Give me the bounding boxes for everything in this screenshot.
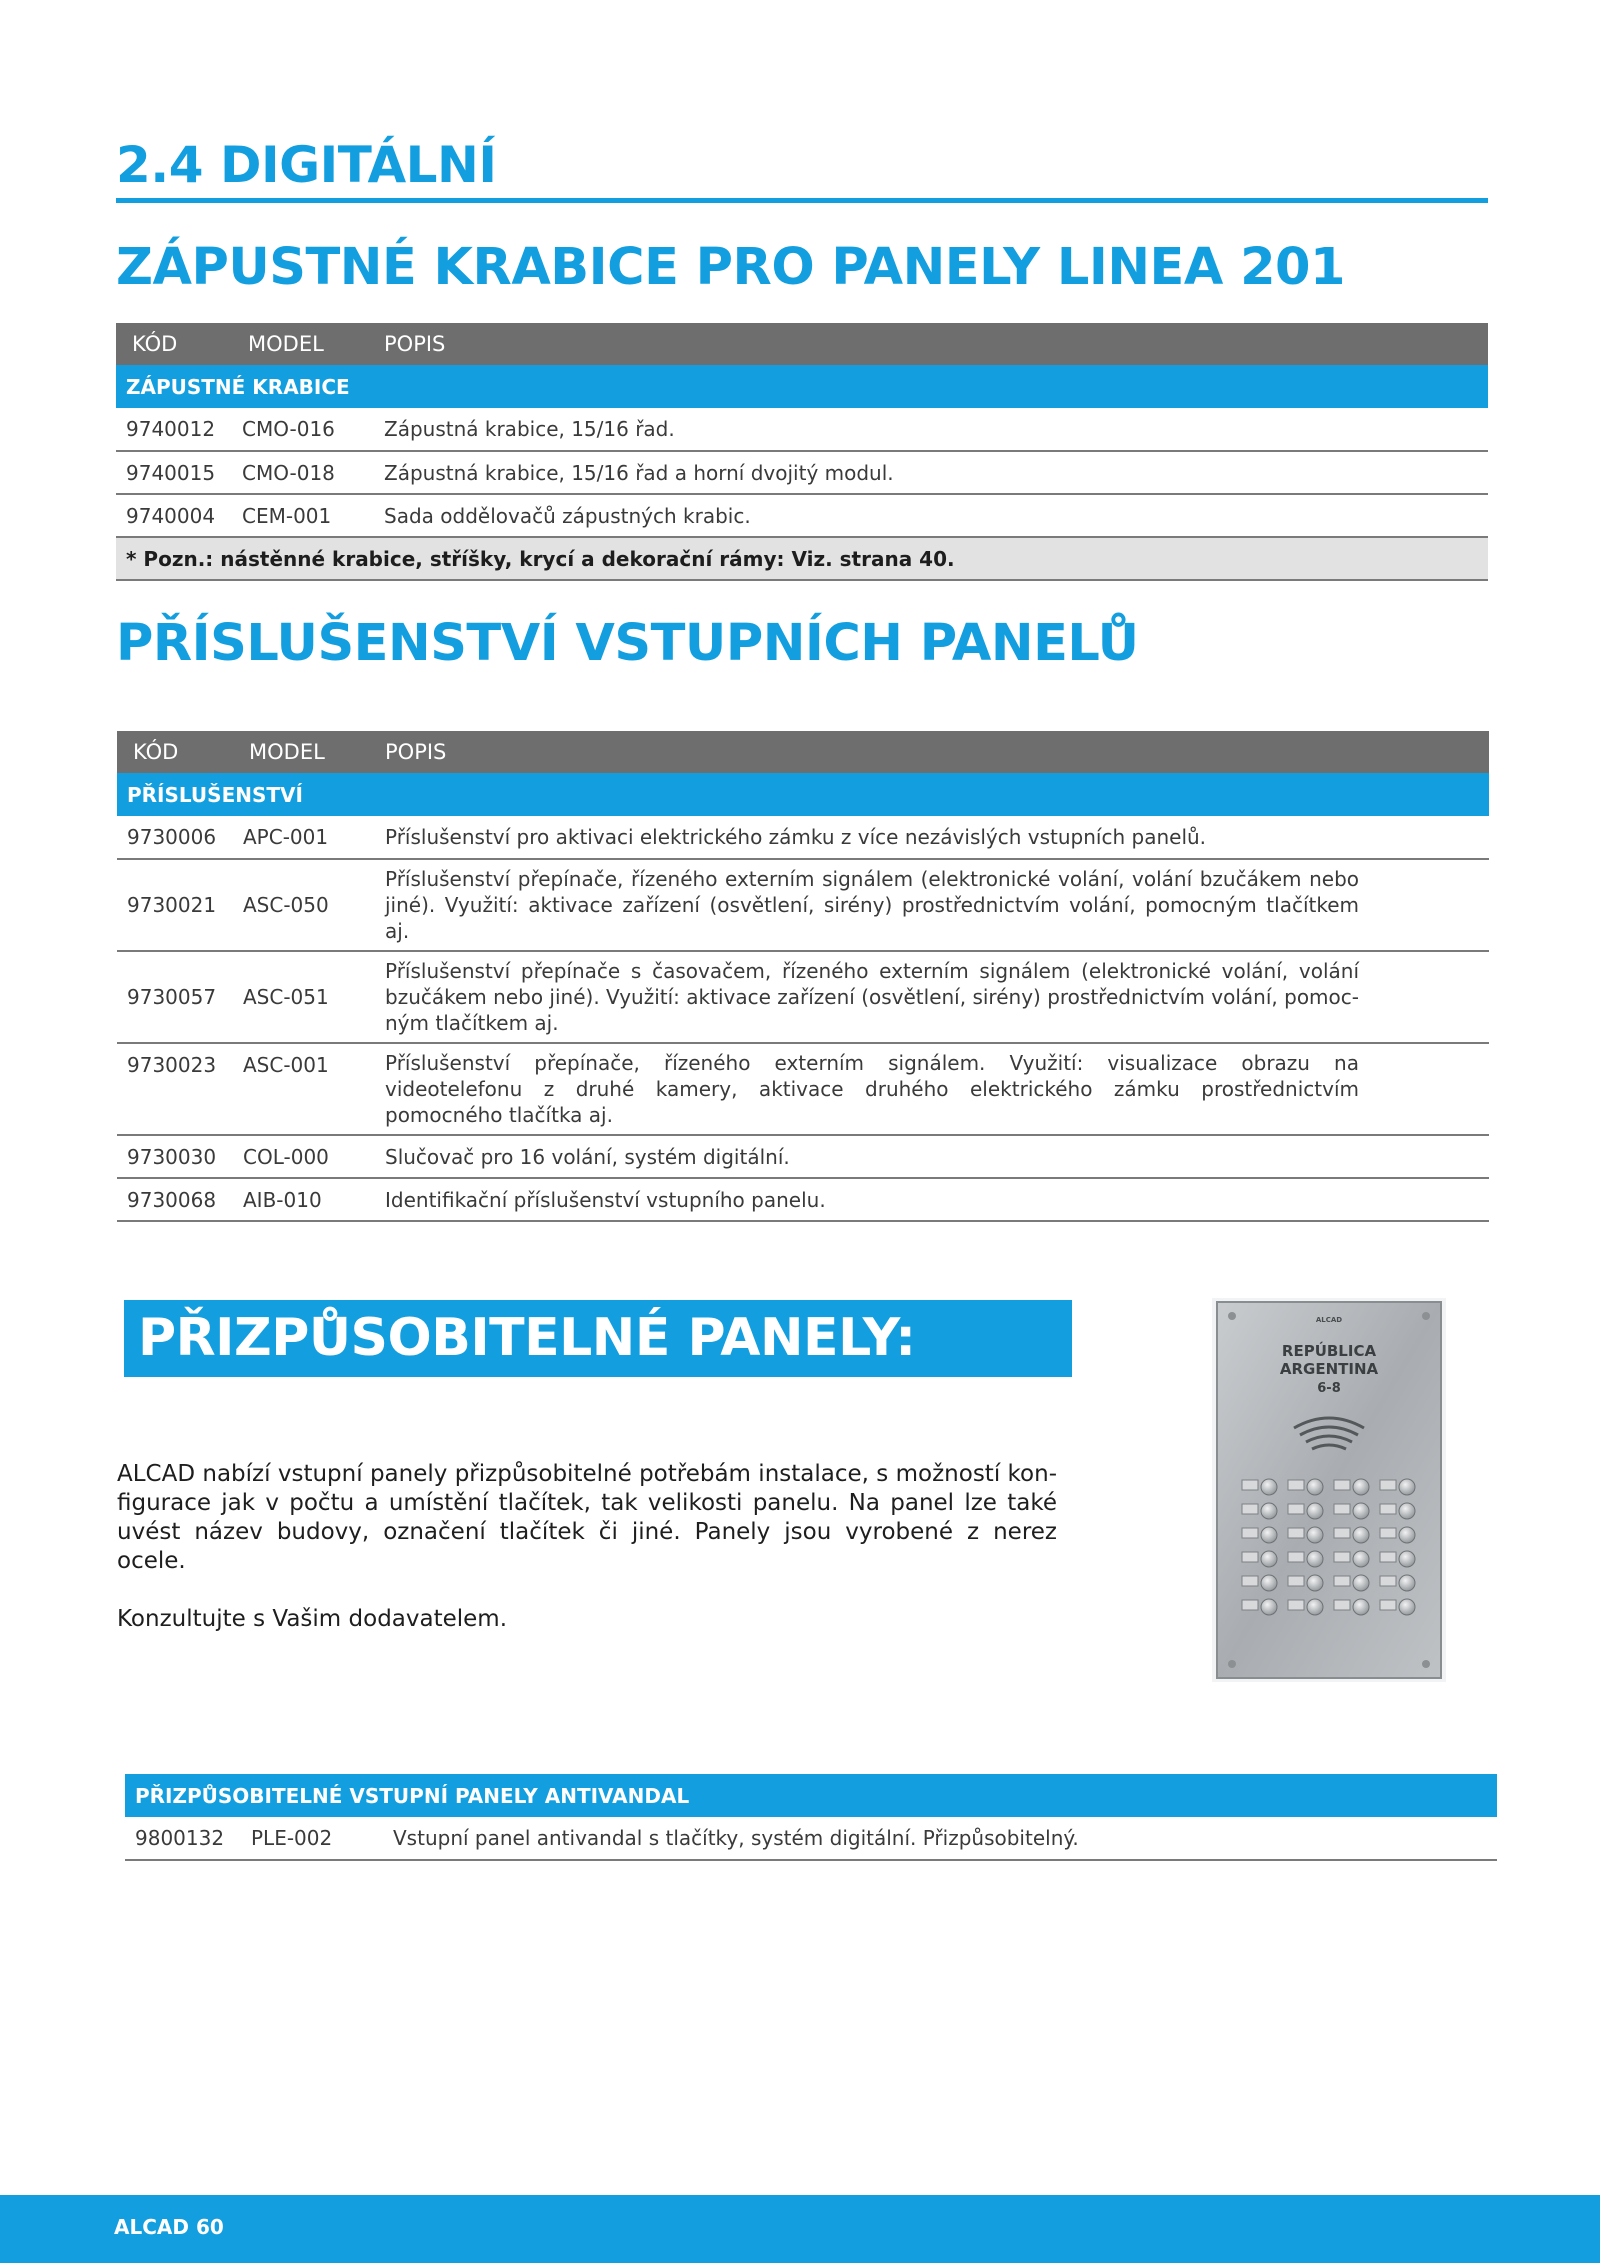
call-button-icon xyxy=(1353,1575,1369,1591)
call-button-icon xyxy=(1261,1479,1277,1495)
row-code: 9740004 xyxy=(116,494,232,537)
table-row xyxy=(125,1817,1497,1860)
row-model: ASC-001 xyxy=(233,1043,375,1135)
call-button-icon xyxy=(1307,1551,1323,1567)
name-label xyxy=(1288,1576,1304,1586)
table-header-row xyxy=(116,323,1488,365)
name-label xyxy=(1242,1552,1258,1562)
header-model: MODEL xyxy=(233,731,375,773)
call-button-icon xyxy=(1399,1551,1415,1567)
row-code: 9730068 xyxy=(117,1178,233,1221)
row-description: Vstupní panel antivandal s tlačítky, systém digitální. Přizpůsobitelný. xyxy=(383,1817,1497,1860)
call-button-icon xyxy=(1353,1503,1369,1519)
row-model: APC-001 xyxy=(233,816,375,859)
row-model: CMO-018 xyxy=(232,451,374,494)
table-row xyxy=(116,451,1488,494)
row-code: 9730023 xyxy=(117,1043,233,1135)
name-label xyxy=(1242,1600,1258,1610)
screw-icon xyxy=(1422,1660,1430,1668)
name-label xyxy=(1334,1600,1350,1610)
note-row xyxy=(116,537,1488,580)
name-label xyxy=(1334,1480,1350,1490)
row-description: Zápustná krabice, 15/16 řad. xyxy=(374,408,1488,451)
name-label xyxy=(1288,1600,1304,1610)
call-button-icon xyxy=(1261,1503,1277,1519)
call-button-icon xyxy=(1307,1527,1323,1543)
screw-icon xyxy=(1228,1660,1236,1668)
name-label xyxy=(1380,1576,1396,1586)
row-code: 9730021 xyxy=(117,859,233,951)
heading-accessories: PŘÍSLUŠENSTVÍ VSTUPNÍCH PANELŮ xyxy=(116,614,1139,673)
name-label xyxy=(1334,1504,1350,1514)
name-label xyxy=(1334,1576,1350,1586)
call-button-icon xyxy=(1353,1551,1369,1567)
table-row xyxy=(116,408,1488,451)
header-description: POPIS xyxy=(375,731,1489,773)
row-description: Příslušenství přepínače, řízeného externím signálem. Využití: visualizace obrazu na videotelefonu z druhé kamery, aktivace druhého elektrického zámku prostřednictvím pomocného tlačítka aj. xyxy=(375,1043,1489,1135)
screw-icon xyxy=(1228,1312,1236,1320)
call-button-icon xyxy=(1353,1527,1369,1543)
row-description: Slučovač pro 16 volání, systém digitální. xyxy=(375,1135,1489,1178)
group-label: PŘIZPŮSOBITELNÉ VSTUPNÍ PANELY ANTIVANDAL xyxy=(125,1774,1497,1817)
name-label xyxy=(1380,1480,1396,1490)
row-model: AIB-010 xyxy=(233,1178,375,1221)
call-button-icon xyxy=(1307,1479,1323,1495)
row-code: 9740015 xyxy=(116,451,232,494)
paragraph: Konzultujte s Vašim dodavatelem. xyxy=(117,1606,508,1632)
name-label xyxy=(1288,1528,1304,1538)
page-footer xyxy=(0,2195,1600,2263)
row-code: 9730057 xyxy=(117,951,233,1043)
group-row xyxy=(116,365,1488,408)
name-label xyxy=(1380,1528,1396,1538)
screw-icon xyxy=(1422,1312,1430,1320)
group-label: PŘÍSLUŠENSTVÍ xyxy=(117,773,1489,816)
row-model: ASC-050 xyxy=(233,859,375,951)
heading-flush-boxes: ZÁPUSTNÉ KRABICE PRO PANELY LINEA 201 xyxy=(116,238,1346,297)
row-code: 9730006 xyxy=(117,816,233,859)
call-button-icon xyxy=(1399,1599,1415,1615)
name-label xyxy=(1242,1504,1258,1514)
header-code: KÓD xyxy=(117,731,233,773)
table-row xyxy=(117,1178,1489,1221)
photo-line-2: ARGENTINA xyxy=(1279,1360,1379,1378)
header-description: POPIS xyxy=(374,323,1488,365)
name-label xyxy=(1242,1480,1258,1490)
call-button-icon xyxy=(1261,1599,1277,1615)
name-label xyxy=(1242,1528,1258,1538)
name-label xyxy=(1380,1552,1396,1562)
call-button-icon xyxy=(1353,1479,1369,1495)
header-code: KÓD xyxy=(116,323,232,365)
photo-line-1: REPÚBLICA xyxy=(1281,1342,1377,1360)
row-model: CMO-016 xyxy=(232,408,374,451)
call-button-icon xyxy=(1399,1503,1415,1519)
row-model: PLE-002 xyxy=(241,1817,383,1860)
call-button-icon xyxy=(1261,1575,1277,1591)
name-label xyxy=(1288,1504,1304,1514)
row-code: 9740012 xyxy=(116,408,232,451)
photo-brand: ALCAD xyxy=(1315,1316,1343,1324)
row-model: CEM-001 xyxy=(232,494,374,537)
table-row xyxy=(117,1043,1489,1135)
header-model: MODEL xyxy=(232,323,374,365)
customizable-panels-text xyxy=(117,1460,1057,1663)
group-row xyxy=(125,1774,1497,1817)
name-label xyxy=(1380,1504,1396,1514)
accessories-table xyxy=(117,731,1489,1222)
call-button-icon xyxy=(1353,1599,1369,1615)
note-text: * Pozn.: nástěnné krabice, stříšky, krycí a dekorační rámy: Viz. strana 40. xyxy=(116,537,1488,580)
table-row xyxy=(117,951,1489,1043)
call-button-icon xyxy=(1307,1575,1323,1591)
call-button-icon xyxy=(1307,1599,1323,1615)
name-label xyxy=(1288,1480,1304,1490)
section-title: 2.4 DIGITÁLNÍ xyxy=(116,136,497,194)
row-model: ASC-051 xyxy=(233,951,375,1043)
row-description: Zápustná krabice, 15/16 řad a horní dvojitý modul. xyxy=(374,451,1488,494)
section-rule xyxy=(116,198,1488,203)
call-button-icon xyxy=(1261,1527,1277,1543)
row-code: 9730030 xyxy=(117,1135,233,1178)
call-button-icon xyxy=(1399,1575,1415,1591)
group-row xyxy=(117,773,1489,816)
name-label xyxy=(1334,1552,1350,1562)
name-label xyxy=(1380,1600,1396,1610)
table-row xyxy=(117,1135,1489,1178)
customizable-panels-banner: PŘIZPŮSOBITELNÉ PANELY: xyxy=(124,1300,1072,1377)
table-row xyxy=(117,816,1489,859)
row-description: Identifikační příslušenství vstupního panelu. xyxy=(375,1178,1489,1221)
call-button-icon xyxy=(1399,1527,1415,1543)
footer-text: ALCAD 60 xyxy=(114,2215,224,2239)
row-description: Příslušenství přepínače s časovačem, řízeného externím signálem (elektronické volání, volání bzučákem nebo jiné). Využití: aktivace zařízení (osvětlení, sirény) prostřednictvím volání, pomoc-ným tlačítkem aj. xyxy=(375,951,1489,1043)
name-label xyxy=(1334,1528,1350,1538)
door-panel-photo xyxy=(1212,1298,1446,1682)
flush-boxes-table xyxy=(116,323,1488,581)
call-button-icon xyxy=(1399,1479,1415,1495)
table-row xyxy=(117,859,1489,951)
table-header-row xyxy=(117,731,1489,773)
row-model: COL-000 xyxy=(233,1135,375,1178)
photo-line-3: 6-8 xyxy=(1317,1381,1341,1396)
name-label xyxy=(1242,1576,1258,1586)
row-description: Příslušenství přepínače, řízeného externím signálem (elektronické volání, volání bzučákem nebo jiné). Využití: aktivace zařízení (osvětlení, sirény) prostřednictvím volání, pomocným tlačítkem aj. xyxy=(375,859,1489,951)
row-description: Sada oddělovačů zápustných krabic. xyxy=(374,494,1488,537)
call-button-icon xyxy=(1307,1503,1323,1519)
paragraph: ALCAD nabízí vstupní panely přizpůsobitelné potřebám instalace, s možností kon-figurace jak v počtu a umístění tlačítek, tak velikosti panelu. Na panel lze také uvést název budovy, označení tlačítek či jiné. Panely jsou vyrobené z nerez ocele. xyxy=(117,1461,1057,1574)
table-row xyxy=(116,494,1488,537)
call-button-icon xyxy=(1261,1551,1277,1567)
row-description: Příslušenství pro aktivaci elektrického zámku z více nezávislých vstupních panelů. xyxy=(375,816,1489,859)
name-label xyxy=(1288,1552,1304,1562)
antivandal-table xyxy=(125,1774,1497,1861)
group-label: ZÁPUSTNÉ KRABICE xyxy=(116,365,1488,408)
row-code: 9800132 xyxy=(125,1817,241,1860)
